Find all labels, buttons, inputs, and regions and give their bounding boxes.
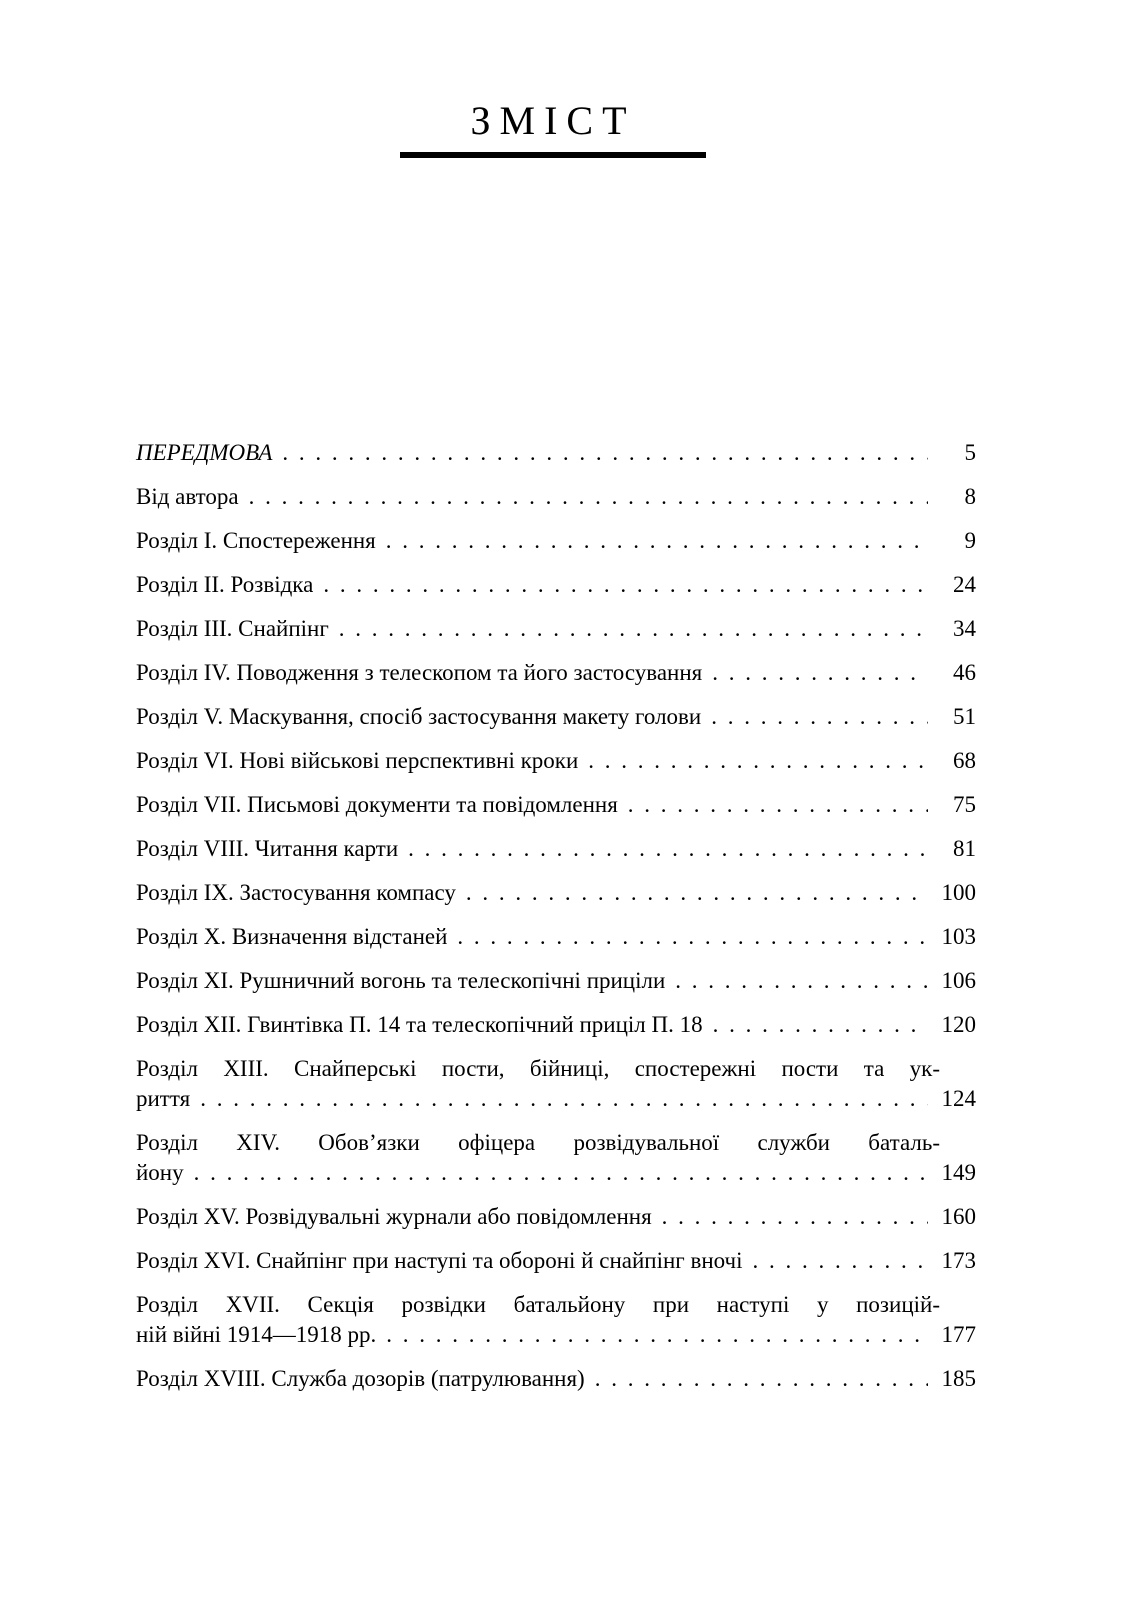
dot-leader xyxy=(194,1158,928,1188)
toc-entry xyxy=(136,746,976,776)
toc-entry-last-line xyxy=(136,966,976,996)
toc-entry-last-line xyxy=(136,1246,976,1276)
toc-entry-page-number: 24 xyxy=(953,572,976,597)
toc-entry-last-line xyxy=(136,482,976,512)
toc-entry xyxy=(136,1202,976,1232)
dot-leader xyxy=(386,526,928,556)
dot-leader xyxy=(675,966,928,996)
dot-leader xyxy=(662,1202,928,1232)
toc-entry-page-number: 149 xyxy=(941,1160,976,1185)
toc-entry-last-line xyxy=(136,438,976,468)
dot-leader xyxy=(466,878,928,908)
toc-entry-page-number: 51 xyxy=(953,704,976,729)
toc-entry-label: Розділ VI. Нові військові перспективні кроки xyxy=(136,748,579,773)
toc-entry-label: Розділ V. Маскування, спосіб застосування макету голови xyxy=(136,704,702,729)
toc-entry xyxy=(136,878,976,908)
title-underline xyxy=(400,152,706,158)
toc-entry-last-line xyxy=(136,834,976,864)
dot-leader xyxy=(249,482,928,512)
dot-leader xyxy=(200,1084,928,1114)
toc-entry-last-line xyxy=(136,790,976,820)
toc-entry-last-line xyxy=(136,1320,976,1350)
toc-entry xyxy=(136,790,976,820)
toc-entry-last-line xyxy=(136,1010,976,1040)
toc-entry-first-line: Розділ XVII. Секція розвідки батальйону при наступі у позицій- xyxy=(136,1292,940,1317)
dot-leader xyxy=(712,658,928,688)
dot-leader xyxy=(282,438,928,468)
toc-entry-last-line xyxy=(136,614,976,644)
toc-entry-page-number: 124 xyxy=(941,1086,976,1111)
dot-leader xyxy=(588,746,928,776)
toc-entry-page-number: 5 xyxy=(964,440,976,465)
toc-entry-page-number: 68 xyxy=(953,748,976,773)
toc-entry-label: Розділ XI. Рушничний вогонь та телескопічні приціли xyxy=(136,968,666,993)
dot-leader xyxy=(628,790,928,820)
toc-entry-page-number: 106 xyxy=(941,968,976,993)
toc-entry-label: Розділ IX. Застосування компасу xyxy=(136,880,456,905)
toc-entry-label: Розділ III. Снайпінг xyxy=(136,616,329,641)
toc-entry-label: Розділ XVIII. Служба дозорів (патрулювання) xyxy=(136,1366,585,1391)
toc-entry xyxy=(136,922,976,952)
dot-leader xyxy=(386,1320,928,1350)
toc-entry-page-number: 34 xyxy=(953,616,976,641)
toc-entry-label: Розділ XV. Розвідувальні журнали або повідомлення xyxy=(136,1204,652,1229)
toc-entry-last-line xyxy=(136,1364,976,1394)
toc-entry xyxy=(136,1246,976,1276)
toc-entry-label: Розділ XVI. Снайпінг при наступі та обороні й снайпінг вночі xyxy=(136,1248,743,1273)
dot-leader xyxy=(713,1010,928,1040)
toc-entry-last-line xyxy=(136,746,976,776)
dot-leader xyxy=(595,1364,928,1394)
toc-entry-last-line xyxy=(136,1084,976,1114)
toc-entry xyxy=(136,834,976,864)
toc-entry-page-number: 120 xyxy=(941,1012,976,1037)
toc-entry-last-line xyxy=(136,526,976,556)
toc-entry-label: Розділ XII. Гвинтівка П. 14 та телескопічний приціл П. 18 xyxy=(136,1012,703,1037)
toc-entry-page-number: 9 xyxy=(964,528,976,553)
toc-entry-page-number: 46 xyxy=(953,660,976,685)
dot-leader xyxy=(753,1246,929,1276)
toc-entry xyxy=(136,1128,976,1188)
dot-leader xyxy=(408,834,928,864)
toc-entry-label: Розділ I. Спостереження xyxy=(136,528,376,553)
toc-entry-label: ПЕРЕДМОВА xyxy=(136,440,273,465)
toc-entry-page-number: 81 xyxy=(953,836,976,861)
toc-entry-label: Розділ X. Визначення відстаней xyxy=(136,924,448,949)
toc-entry xyxy=(136,658,976,688)
toc-entry-page-number: 185 xyxy=(941,1366,976,1391)
toc-entry xyxy=(136,526,976,556)
toc-entry-last-line xyxy=(136,1158,976,1188)
toc-entry xyxy=(136,614,976,644)
toc-entry xyxy=(136,1054,976,1114)
toc-entry-first-line: Розділ XIV. Обов’язки офіцера розвідувальної служби баталь- xyxy=(136,1130,940,1155)
toc-entry-label: ній війні 1914—1918 рр. xyxy=(136,1322,377,1347)
toc-entry-page-number: 160 xyxy=(941,1204,976,1229)
toc-entry-last-line xyxy=(136,1202,976,1232)
toc-entry xyxy=(136,438,976,468)
toc-entry-page-number: 100 xyxy=(941,880,976,905)
toc-entry-label: Від автора xyxy=(136,484,239,509)
toc-entry-label: йону xyxy=(136,1160,184,1185)
dot-leader xyxy=(711,702,928,732)
toc-entry-page-number: 177 xyxy=(941,1322,976,1347)
toc-entry-label: Розділ II. Розвідка xyxy=(136,572,314,597)
toc-entry-last-line xyxy=(136,922,976,952)
toc-entry xyxy=(136,570,976,600)
toc-entry-label: Розділ VII. Письмові документи та повідомлення xyxy=(136,792,618,817)
toc-entry-page-number: 75 xyxy=(953,792,976,817)
dot-leader xyxy=(323,570,928,600)
toc-entry xyxy=(136,966,976,996)
toc-entry-last-line xyxy=(136,878,976,908)
toc-entry xyxy=(136,1010,976,1040)
toc-entry xyxy=(136,482,976,512)
toc-entry-last-line xyxy=(136,570,976,600)
toc-entry-last-line xyxy=(136,658,976,688)
toc-entry xyxy=(136,1364,976,1394)
toc-entry-first-line: Розділ XIII. Снайперські пости, бійниці, спостережні пости та ук- xyxy=(136,1056,940,1081)
toc-entry-page-number: 173 xyxy=(941,1248,976,1273)
toc-entry-last-line xyxy=(136,702,976,732)
toc-entry-label: Розділ IV. Поводження з телескопом та його застосування xyxy=(136,660,703,685)
toc-entry xyxy=(136,702,976,732)
toc-entry-label: Розділ VIII. Читання карти xyxy=(136,836,399,861)
dot-leader xyxy=(457,922,928,952)
toc-entry-page-number: 8 xyxy=(964,484,976,509)
toc-entry-label: риття xyxy=(136,1086,191,1111)
toc-list xyxy=(136,438,976,1394)
toc-entry-page-number: 103 xyxy=(941,924,976,949)
dot-leader xyxy=(339,614,928,644)
toc-entry xyxy=(136,1290,976,1350)
page-title: ЗМІСТ xyxy=(470,98,636,143)
